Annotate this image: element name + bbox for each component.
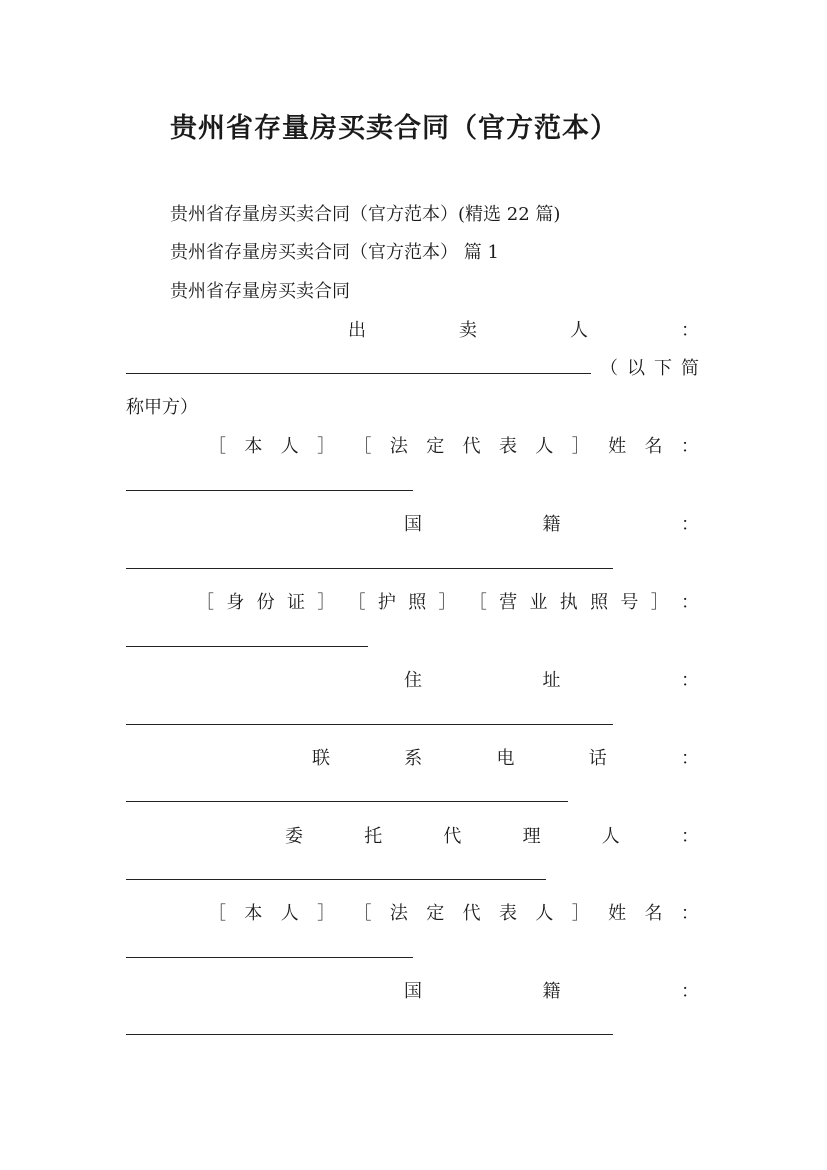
document-title: 贵州省存量房买卖合同（官方范本） — [170, 113, 618, 144]
seller-label-row: 出 卖 人 ： — [348, 320, 699, 341]
agent-nationality-line[interactable] — [126, 1034, 613, 1035]
agent-row: 委 托 代 理 人 ： — [285, 826, 699, 847]
agent-line[interactable] — [126, 879, 546, 880]
seller-name-row: ［ 本 人 ］ ［ 法 定 代 表 人 ］ 姓 名 ： — [208, 436, 699, 457]
seller-phone-line[interactable] — [126, 801, 568, 802]
agent-name-line[interactable] — [126, 957, 413, 958]
seller-address-line[interactable] — [126, 724, 613, 725]
intro-line-1: 贵州省存量房买卖合同（官方范本）(精选 22 篇) — [170, 204, 561, 225]
seller-nationality-row: 国 籍 ： — [404, 514, 699, 535]
seller-id-row: ［ 身 份 证 ］ ［ 护 照 ］ ［ 营 业 执 照 号 ］ ： — [196, 592, 699, 613]
seller-phone-row: 联 系 电 话 ： — [312, 748, 699, 769]
seller-nationality-line[interactable] — [126, 568, 613, 569]
agent-name-row: ［ 本 人 ］ ［ 法 定 代 表 人 ］ 姓 名 ： — [208, 903, 699, 924]
seller-name-line[interactable] — [126, 490, 413, 491]
seller-blank-line[interactable] — [126, 373, 591, 374]
agent-nationality-row: 国 籍 ： — [404, 981, 699, 1002]
seller-address-row: 住 址 ： — [404, 670, 699, 691]
seller-id-line[interactable] — [126, 646, 368, 647]
seller-suffix-row: （ 以 下 简 — [600, 358, 699, 379]
seller-wrap: 称甲方） — [126, 397, 198, 418]
intro-line-2: 贵州省存量房买卖合同（官方范本） 篇 1 — [170, 242, 499, 263]
intro-line-3: 贵州省存量房买卖合同 — [170, 281, 350, 302]
